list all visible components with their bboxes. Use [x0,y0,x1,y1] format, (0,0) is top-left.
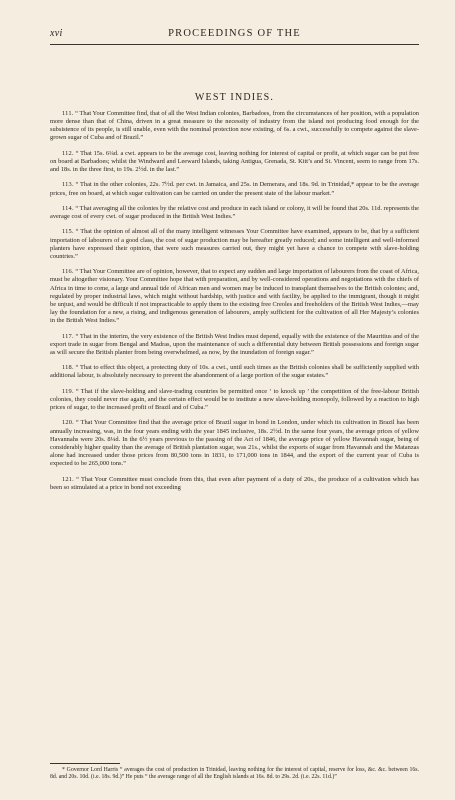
footnote-rule [50,763,120,764]
paragraph-115: 115. “ That the opinion of almost all of the many intelligent witnesses Your Committee have examined, appears to be, that by a sufficient importation of labourers of a good class, the cost of sugar production may be hereafter greatly reduced; and some intelligent and well-informed planters have expressed their opinion, that were such measures carried out, they might yet have a chance to compete with slave-holding countries.” [50,228,419,260]
paragraph-119: 119. “ That if the slave-holding and slave-trading countries be permitted once ‘ to knock up ’ the competition of the free-labour British colonies, they could never rise again, and the certain effect would be to institute a new slave-holding monopoly, followed by a reaction to high prices of sugar, to the increased profit of Brazil and of Cuba.” [50,387,419,412]
paragraph-113: 113. “ That in the other colonies, 22s. 7½d. per cwt. in Jamaica, and 25s. in Demerara, and 18s. 9d. in Trinidad,* appear to be the average prices, free on board, at which sugar cultivation can be carried on under the present state of the labour market.” [50,181,419,197]
footnote: * Governor Lord Harris “ averages the cost of production in Trinidad, leaving nothing for the interest of capital, reserve for loss, &c. &c. between 16s. 8d. and 20s. 10d. (i.e. 18s. 9d.)” He puts “ the average range of all the English islands at 16s. 8d. to 29s. 2d. (i.e. 22s. 11d.)” [50,767,419,781]
header-rule [50,44,419,45]
paragraph-116: 116. “ That Your Committee are of opinion, however, that to expect any sudden and large importation of labourers from the coast of Africa, must be altogether visionary. Your Committee hope that with preparation, and by well-considered operations and negotiations with the chiefs of Africa in time to come, a large and annual tide of African men and women may be induced to transplant themselves to the British colonies; and, regulated by proper industrial laws, which might without hardship, with justice and with facility, be applied to the immigrant, though it might be unjust, and would be difficult if not impracticable to apply them to the existing free Creoles and freeholders of the British West Indies,—may lay the foundation for a new, a rising, and indigenous generation of labourers, amply sufficient for the cultivation of all Her Majesty’s colonies in the British West Indies.” [50,268,419,325]
paragraph-121: 121. “ That Your Committee must conclude from this, that even after payment of a duty of 20s., the produce of a cultivation which has been so stimulated at a price in bond not exceeding [50,475,419,491]
page-number: xvi [50,28,63,39]
running-title: PROCEEDINGS OF THE [168,28,301,39]
paragraph-114: 114. “ That averaging all the colonies by the relative cost and produce in each island or colony, it will be found that 20s. 11d. represents the average cost of every cwt. of sugar produced in the British West Indies.” [50,204,419,221]
paragraph-117: 117. “ That in the interim, the very existence of the British West Indies must depend, equally with the existence of the Mauritius and of the export trade in sugar from Bengal and Madras, upon the maintenance of such a differential duty between British possessions and foreign sugar as will secure the British planter from being overwhelmed, as now, by the inundation of foreign sugar.” [50,332,419,356]
paragraph-120: 120. “ That Your Committee find that the average price of Brazil sugar in bond in London, under which its cultivation in Brazil has been annually increasing, was, in the four years ending with the year 1845 inclusive, 18s. 2½d. In the same four years, the average prices of yellow Havannahs were 20s. 8¼d. In the 6½ years previous to the passing of the Act of 1846, the average price of yellow Havannah sugar, being of considerably higher quality than the average of British plantation sugar, was 21s., whilst the exports of sugar from Havannah and the Matanzas alone had increased under those prices from 80,500 tons in 1831, to 171,000 tons in 1844, and the export of the current year of Cuba is expected to be 265,000 tons.” [50,419,419,468]
section-title: WEST INDIES. [194,92,275,103]
body-text [50,110,419,499]
paragraph-111: 111. “ That Your Committee find, that of all the West Indian colonies, Barbadoes, from the circumstances of her position, with a population more dense than that of China, driven in a great measure to the necessity of industry from the island not producing food enough for the subsistence of its people, is still unable, even with the nominal protection now existing, of 6s. a cwt., successfully to compete against the slave-grown sugar of Cuba and of Brazil.” [50,110,419,142]
paragraph-112: 112. “ That 15s. 6¼d. a cwt. appears to be the average cost, leaving nothing for interest of capital or profit, at which sugar can be put free on board at Barbadoes; whilst the Windward and Leeward Islands, taking Antigua, Grenada, St. Kitt’s and St. Vincent, seem to range from 17s. and 18s. in the three first, to 19s. 2½d. in the last.” [50,149,419,174]
page-header [50,28,419,42]
paragraph-118: 118. “ That to effect this object, a protecting duty of 10s. a cwt., until such times as the British colonies shall be sufficiently supplied with additional labour, is absolutely necessary to prevent the abandonment of a large portion of the sugar estates.” [50,364,419,380]
